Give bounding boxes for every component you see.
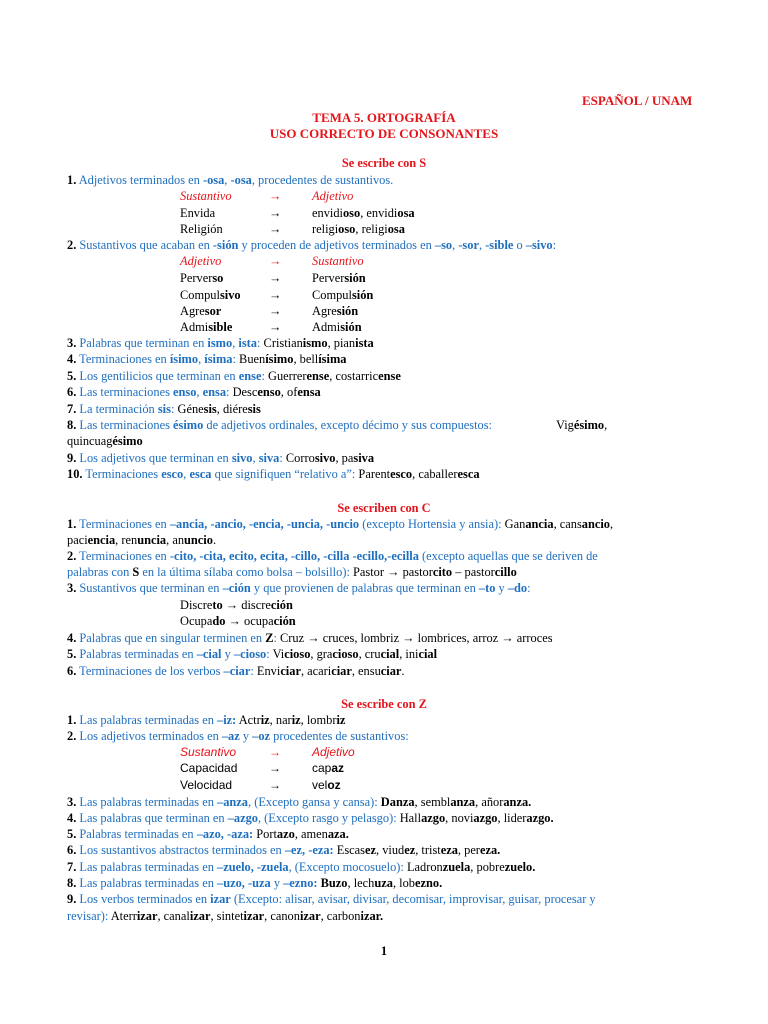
rule-z-3: 3. Las palabras terminadas en –anza, (Excepto gansa y cansa): Danza, semblanza, añoranza.	[67, 795, 532, 809]
page-subtitle: USO CORRECTO DE CONSONANTES	[269, 126, 499, 141]
section-heading-z: Se escribe con Z	[341, 697, 427, 711]
page-number: 1	[380, 944, 388, 958]
document-page: ESPAÑOL / UNAM TEMA 5. ORTOGRAFÍA USO CORRECTO DE CONSONANTES Se escribe con S 1. Adjetivos terminados en -osa, -osa, procedentes de sustantivos. Sustantivo → Adjetivo Envida → envidioso, envidiosa Religión → religioso, religiosa 2. Sustantivos que acaban en -sión y proceden de adjetivos terminados en –so, -sor, -sible o –sivo: Adjetivo → Sustantivo Perverso → Perversión Compulsivo → Compulsión Agresor → Agresión Admisible → Admisión 3. Palabras que terminan en ismo, ista: Cristianismo, pianista 4. Terminaciones en ísimo, ísima: Buenísimo, bellísima 5. Los gentilicios que terminan en ense: Guerrerense, costarricense 6. Las terminaciones enso, ensa: Descenso, ofensa 7. La terminación sis: Génesis, diéresis 8. Las terminaciones ésimo de adjetivos ordinales, excepto décimo y sus compuestos: Vigésimo, quincuagésimo 9. Los adjetivos que terminan en sivo, siva: Corrosivo, pasiva 10. Terminaciones esco, esca que signifiquen “relativo a”: Parentesco, caballeresca Se escriben con C 1. Terminaciones en –ancia, -ancio, -encia, -uncia, -uncio (excepto Hortensia y ansia): Ganancia, cansancio, paciencia, renuncia, anuncio. 2. Terminaciones en -cito, -cita, ecito, ecita, -cillo, -cilla -ecillo,-ecilla (excepto aquellas que se deriven de palabras con S en la última sílaba como bolsa – bolsillo): Pastor → pastorcito – pastorcillo 3. Sustantivos que terminan en –ción y que provienen de palabras que terminan en –to y –do: Discreto → discreción Ocupado → ocupación 4. Palabras que en singular terminen en Z: Cruz → cruces, lombriz → lombrices, arroz → arroces 5. Palabras terminadas en –cial y –cioso: Vicioso, gracioso, crucial, inicial 6. Terminaciones de los verbos –ciar: Enviciar, acariciar, ensuciar. Se escribe con Z 1. Las palabras terminadas en –iz: Actriz, nariz, lombriz 2. Los adjetivos terminados en –az y –oz procedentes de sustantivos: Sustantivo → Adjetivo Capacidad → capaz Velocidad → veloz 3. Las palabras terminadas en –anza, (Excepto gansa y cansa): Danza, semblanza, añoranza. 4. Las palabras que terminan en –azgo, (Excepto rasgo y pelasgo): Hallazgo, noviazgo, liderazgo. 5. Palabras terminadas en –azo, -aza: Portazo, amenaza. 6. Los sustantivos abstractos terminados en –ez, -eza: Escasez, viudez, tristeza, pereza. 7. Las palabras terminadas en –zuelo, -zuela, (Excepto mocosuelo): Ladronzuela, pobrezuelo. 8. Las palabras terminadas en –uzo, -uza y –ezno: Buzo, lechuza, lobezno. 9. Los verbos terminados en izar (Excepto: alisar, avisar, divisar, decomisar, improvisar, guisar, procesar y revisar): Aterrizar, canalizar, sintetizar, canonizar, carbonizar. 1	[0, 0, 768, 1024]
arrow-icon: →	[501, 631, 514, 645]
rule-s-6: 6. Las terminaciones enso, ensa: Descenso, ofensa	[67, 385, 321, 399]
rule-z-6: 6. Los sustantivos abstractos terminados en –ez, -eza: Escasez, viudez, tristeza, pereza.	[67, 843, 501, 857]
arrow-icon: →	[269, 761, 281, 775]
rule-s-4: 4. Terminaciones en ísimo, ísima: Buenísimo, bellísima	[67, 352, 347, 366]
rule-z-2: 2. Los adjetivos terminados en –az y –oz procedentes de sustantivos:	[67, 729, 409, 743]
rule-c-5: 5. Palabras terminadas en –cial y –cioso: Vicioso, gracioso, crucial, inicial	[67, 647, 438, 661]
rule-c-1-cont: paciencia, renuncia, anuncio.	[67, 533, 217, 547]
rule-s-3: 3. Palabras que terminan en ismo, ista: Cristianismo, pianista	[67, 336, 374, 350]
arrow-icon: →	[269, 320, 282, 334]
arrow-icon: →	[269, 745, 281, 759]
arrow-icon: →	[307, 631, 320, 645]
page-title: TEMA 5. ORTOGRAFÍA	[312, 110, 456, 125]
rule-c-6: 6. Terminaciones de los verbos –ciar: Enviciar, acariciar, ensuciar.	[67, 664, 405, 678]
institution-label: ESPAÑOL / UNAM	[582, 93, 693, 108]
arrow-icon: →	[269, 778, 281, 792]
rule-z-9: 9. Los verbos terminados en izar (Excepto: alisar, avisar, divisar, decomisar, improvisar, guisar, procesar y	[67, 892, 596, 906]
arrow-icon: →	[269, 271, 282, 285]
rule-s-1: 1. Adjetivos terminados en -osa, -osa, procedentes de sustantivos.	[67, 173, 394, 187]
arrow-icon: →	[269, 189, 282, 203]
arrow-icon: →	[228, 614, 241, 628]
rule-s-9: 9. Los adjetivos que terminan en sivo, siva: Corrosivo, pasiva	[67, 451, 375, 465]
arrow-icon: →	[269, 206, 282, 220]
rule-s-8-cont: quincuagésimo	[67, 434, 143, 448]
rule-c-4: 4. Palabras que en singular terminen en Z: Cruz → cruces, lombriz → lombrices, arroz → arroces	[67, 631, 553, 645]
arrow-icon: →	[225, 598, 239, 612]
rule-z-5: 5. Palabras terminadas en –azo, -aza: Portazo, amenaza.	[67, 827, 349, 841]
rule-s-7: 7. La terminación sis: Génesis, diéresis	[67, 402, 261, 416]
rule-c-1: 1. Terminaciones en –ancia, -ancio, -encia, -uncia, -uncio (excepto Hortensia y ansia): Ganancia, cansancio,	[67, 517, 614, 531]
section-heading-s: Se escribe con S	[341, 156, 427, 170]
rule-c-3: 3. Sustantivos que terminan en –ción y que provienen de palabras que terminan en –to y –do:	[67, 581, 531, 595]
arrow-icon: →	[387, 565, 400, 579]
rule-c-2: 2. Terminaciones en -cito, -cita, ecito, ecita, -cillo, -cilla -ecillo,-ecilla (excepto aquellas que se deriven de	[67, 549, 598, 563]
rule-z-4: 4. Las palabras que terminan en –azgo, (Excepto rasgo y pelasgo): Hallazgo, noviazgo, liderazgo.	[67, 811, 554, 825]
arrow-icon: →	[269, 222, 282, 236]
rule-z-8: 8. Las palabras terminadas en –uzo, -uza y –ezno: Buzo, lechuza, lobezno.	[67, 876, 443, 890]
rule-s-2: 2. Sustantivos que acaban en -sión y proceden de adjetivos terminados en –so, -sor, -sible o –sivo:	[67, 238, 557, 252]
arrow-icon: →	[269, 254, 282, 268]
rule-s-5: 5. Los gentilicios que terminan en ense: Guerrerense, costarricense	[67, 369, 401, 383]
rule-z-1: 1. Las palabras terminadas en –iz: Actriz, nariz, lombriz	[67, 713, 346, 727]
rule-z-7: 7. Las palabras terminadas en –zuelo, -zuela, (Excepto mocosuelo): Ladronzuela, pobrezuelo.	[67, 860, 536, 874]
section-heading-c: Se escriben con C	[337, 501, 431, 515]
rule-c-2-cont: palabras con S en la última sílaba como bolsa – bolsillo): Pastor → pastorcito – pastorcillo	[67, 565, 517, 579]
arrow-icon: →	[269, 288, 282, 302]
rule-z-9-cont: revisar): Aterrizar, canalizar, sintetizar, canonizar, carbonizar.	[67, 909, 384, 923]
arrow-icon: →	[402, 631, 415, 645]
rule-s-10: 10. Terminaciones esco, esca que signifiquen “relativo a”: Parentesco, caballeresca	[67, 467, 480, 481]
arrow-icon: →	[269, 304, 282, 318]
rule-s-8: 8. Las terminaciones ésimo de adjetivos ordinales, excepto décimo y sus compuestos: Vigésimo,	[67, 418, 608, 432]
